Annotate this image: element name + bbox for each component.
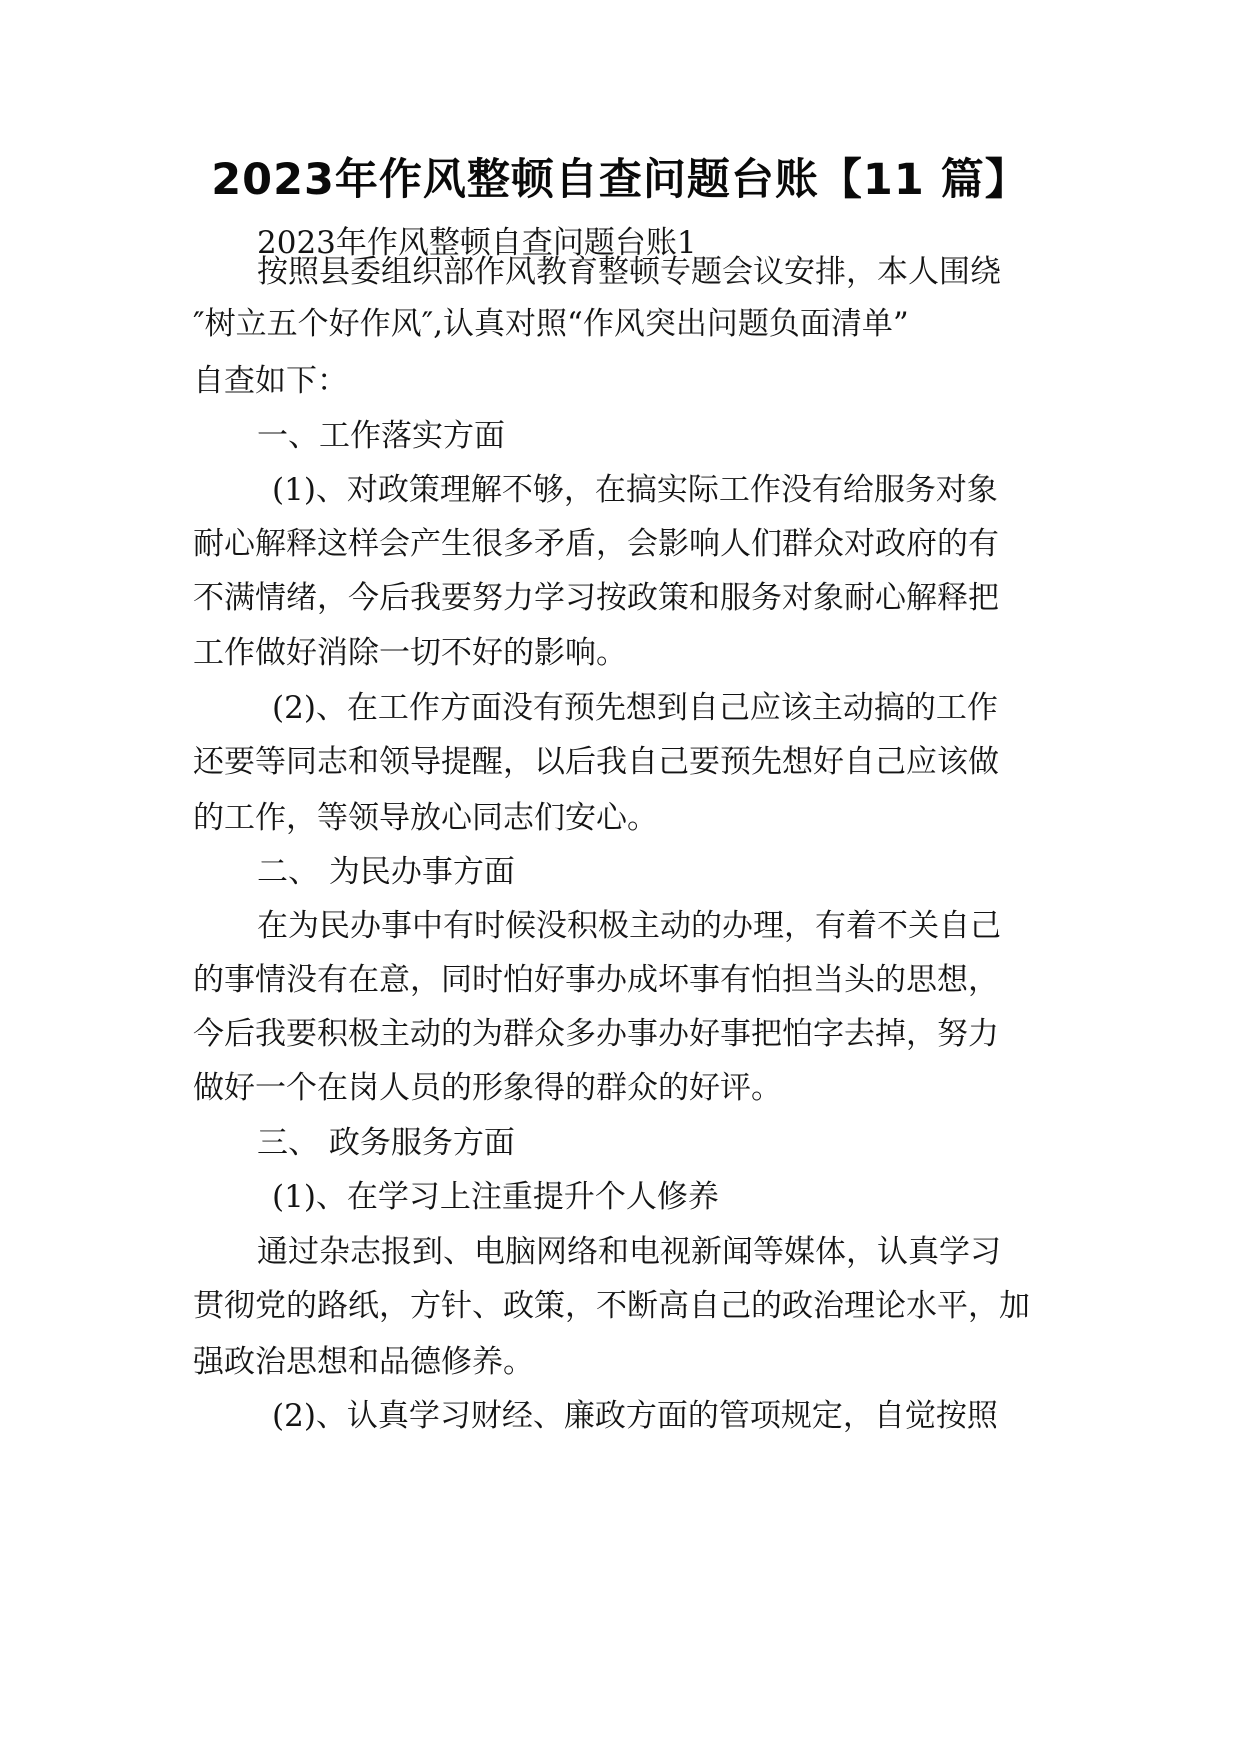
paragraph-line: (1)、对政策理解不够，在搞实际工作没有给服务对象 [272,472,998,508]
paragraph-line: 自查如下： [193,363,348,399]
paragraph-line: (2)、认真学习财经、廉政方面的管项规定，自觉按照 [272,1398,998,1434]
paragraph-line: 强政治思想和品德修养。 [193,1344,534,1380]
paragraph-line: 不满情绪，今后我要努力学习按政策和服务对象耐心解释把 [193,580,999,616]
paragraph-line: 耐心解释这样会产生很多矛盾，会影响人们群众对政府的有 [193,526,999,562]
paragraph-line: 还要等同志和领导提醒，以后我自己要预先想好自己应该做 [193,744,999,780]
paragraph-line: 做好一个在岗人员的形象得的群众的好评。 [193,1070,782,1106]
paragraph-line: 的工作，等领导放心同志们安心。 [193,800,658,836]
paragraph-line: ″树立五个好作风″,认真对照“作风突出问题负面清单” [193,306,909,342]
paragraph-line: 今后我要积极主动的为群众多办事办好事把怕字去掉，努力 [193,1016,999,1052]
section-heading: 二、 为民办事方面 [257,854,515,890]
paragraph-line: 按照县委组织部作风教育整顿专题会议安排，本人围绕 [257,254,1001,290]
paragraph-line: 的事情没有在意，同时怕好事办成坏事有怕担当头的思想， [193,962,999,998]
section-heading: 三、 政务服务方面 [257,1125,515,1161]
paragraph-line: 在为民办事中有时候没积极主动的办理，有着不关自己 [257,908,1001,944]
document-subtitle: 2023年作风整顿自查问题台账1 [257,225,697,261]
paragraph-line: (2)、在工作方面没有预先想到自己应该主动搞的工作 [272,690,998,726]
section-heading: 一、工作落实方面 [257,418,505,454]
paragraph-line: 工作做好消除一切不好的影响。 [193,635,627,671]
paragraph-line: 贯彻党的路纸，方针、政策，不断高自己的政治理论水平，加 [193,1288,1030,1324]
subsection-heading: (1)、在学习上注重提升个人修养 [272,1179,719,1215]
paragraph-line: 通过杂志报到、电脑网络和电视新闻等媒体，认真学习 [257,1234,1001,1270]
document-title: 2023年作风整顿自查问题台账【11 篇】 [211,155,1029,205]
